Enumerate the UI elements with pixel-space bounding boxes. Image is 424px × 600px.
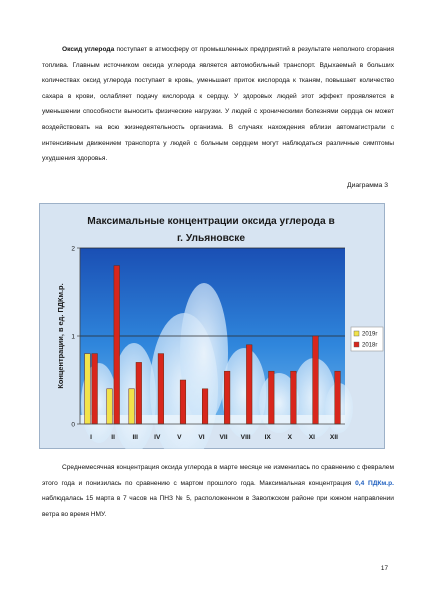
x-tick-label: V [177, 434, 182, 441]
bar-2018г-XI [313, 336, 319, 424]
chart-title-line2: г. Ульяновске [176, 233, 246, 244]
legend-label-2019: 2019г [362, 331, 378, 338]
bar-2018г-IV [158, 354, 164, 424]
chart-title-line1: Максимальные концентрации оксида углерода в [87, 216, 335, 227]
paragraph-text: поступает в атмосферу от промышленных предприятий в результате неполного сгорания топлива. Главным источником оксида углерода является автомобильный транспорт. Вдыхаемый в больших количествах оксид углерода поступает в кровь, уменьшает приток кислорода к тканям, повышает количество сахара в крови, ослабляет подачу кислорода к сердцу. У здоровых людей этот эффект проявляется в уменьшении способности выносить физические нагрузки. У людей с хроническими болезнями сердца он может воздействовать на всю жизнедеятельность организма. В случаях нахождения вблизи автомагистрали с интенсивным движением транспорта у людей с больным сердцем могут наблюдаться различные симптомы ухудшения здоровья. [42, 46, 394, 163]
x-tick-label: I [90, 434, 92, 441]
x-tick-label: IX [264, 434, 271, 441]
bar-2018г-XII [335, 371, 341, 424]
bar-2018г-V [180, 380, 186, 424]
bar-2018г-X [291, 371, 297, 424]
legend-label-2018: 2018г [362, 342, 378, 349]
x-tick-label: XII [329, 434, 338, 441]
plot-background [80, 248, 353, 449]
x-tick-label: X [287, 434, 292, 441]
legend-swatch-2018 [354, 342, 359, 347]
y-tick-label: 2 [71, 245, 75, 253]
x-tick-label: III [132, 434, 138, 441]
x-tick-label: IV [154, 434, 161, 441]
bar-2019г-I [85, 354, 91, 424]
legend [351, 327, 383, 351]
chart [39, 203, 385, 449]
bold-term: Оксид углерода [62, 46, 115, 53]
bar-2019г-III [129, 389, 135, 424]
page-number: 17 [380, 565, 388, 572]
highlight-value: 0,4 ПДКм.р. [355, 479, 394, 487]
y-tick-label: 1 [71, 333, 75, 341]
x-tick-label: II [111, 434, 115, 441]
bar-2018г-VII [224, 371, 230, 424]
x-tick-label: VI [198, 434, 205, 441]
y-tick-label: 0 [71, 421, 75, 429]
bar-2018г-I [92, 354, 98, 424]
legend-swatch-2019 [354, 331, 359, 336]
diagram-caption: Диаграмма 3 [346, 182, 388, 189]
x-tick-label: VIII [240, 434, 251, 441]
paragraph-carbon-monoxide [42, 42, 394, 167]
bar-2018г-III [136, 362, 142, 424]
bar-2018г-IX [269, 371, 275, 424]
paragraph-monthly-concentration [42, 460, 394, 522]
bar-2018г-VI [202, 389, 208, 424]
x-tick-label: VII [219, 434, 228, 441]
bar-2019г-II [107, 389, 113, 424]
bar-2018г-II [114, 266, 120, 424]
paragraph2-text-after: наблюдалась 15 марта в 7 часов на ПНЗ № 5, расположенном в Заволжском районе при южном направлении ветра во время НМУ. [42, 495, 394, 518]
bar-2018г-VIII [246, 345, 252, 424]
y-axis-label: Концентрации, в ед. ПДКм.р. [56, 283, 65, 389]
paragraph2-text-before: Среднемесячная концентрация оксида углерода в марте месяце не изменилась по сравнению с февралем этого года и понизилась по сравнению с мартом прошлого года. Максимальная концентрация [42, 464, 394, 487]
x-tick-label: XI [308, 434, 315, 441]
